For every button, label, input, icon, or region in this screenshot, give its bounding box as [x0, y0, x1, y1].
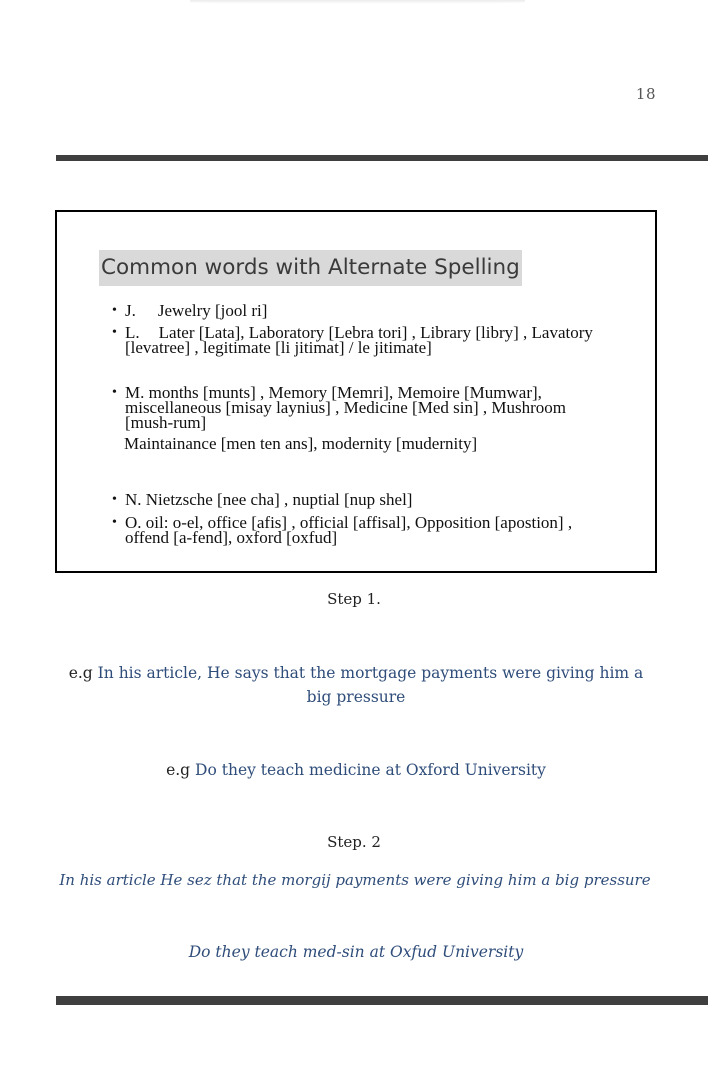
- bullet-l: [109, 325, 595, 355]
- bullet-m: • M. months [munts] , Memory [Memri], Memoire [Mumwar], miscellaneous [misay laynius] , Medicine [Med sin] , Mushroom [mush-rum]: [109, 385, 585, 430]
- bullet-l-letter: L.: [125, 323, 140, 342]
- example-text-2: Do they teach medicine at Oxford University: [195, 761, 546, 779]
- bullet-j: [109, 303, 267, 318]
- bullet-j-letter: J.: [125, 301, 136, 320]
- bullet-m-continued: Maintainance [men ten ans], modernity [mudernity]: [124, 434, 478, 453]
- slide-title: Common words with Alternate Spelling: [99, 250, 522, 286]
- bullet-o: • O. oil: o-el, office [afis] , official [affisal], Opposition [apostion] , offend [a-fend], oxford [oxfud]: [109, 515, 595, 545]
- step-1-label: Step 1.: [327, 590, 381, 608]
- bullet-l-text: Later [Lata], Laboratory [Lebra tori] , Library [libry] , Lavatory [levatree] , legitimate [li jitimat] / le jitimate]: [125, 323, 593, 357]
- respelled-sentence-1: In his article He sez that the morgij payments were giving him a big pressure: [59, 871, 651, 889]
- example-sentence-2: [56, 758, 656, 782]
- page-top-shadow: [190, 0, 525, 4]
- slide-image: [55, 210, 657, 573]
- example-prefix: e.g: [68, 664, 93, 682]
- bullet-j-text: Jewelry [jool ri]: [157, 301, 268, 320]
- bullet-n: • N. Nietzsche [nee cha] , nuptial [nup shel]: [109, 492, 412, 507]
- respelled-sentence-2: Do they teach med-sin at Oxfud University: [188, 943, 524, 961]
- header-rule: [56, 155, 708, 161]
- footer-rule: [56, 996, 708, 1005]
- example-sentence-1: [56, 661, 656, 709]
- page-number: 18: [635, 85, 656, 103]
- step-2-label: Step. 2: [327, 833, 381, 851]
- example-text-1: In his article, He says that the mortgage payments were giving him a big pressure: [97, 664, 644, 706]
- example-prefix: e.g: [166, 761, 191, 779]
